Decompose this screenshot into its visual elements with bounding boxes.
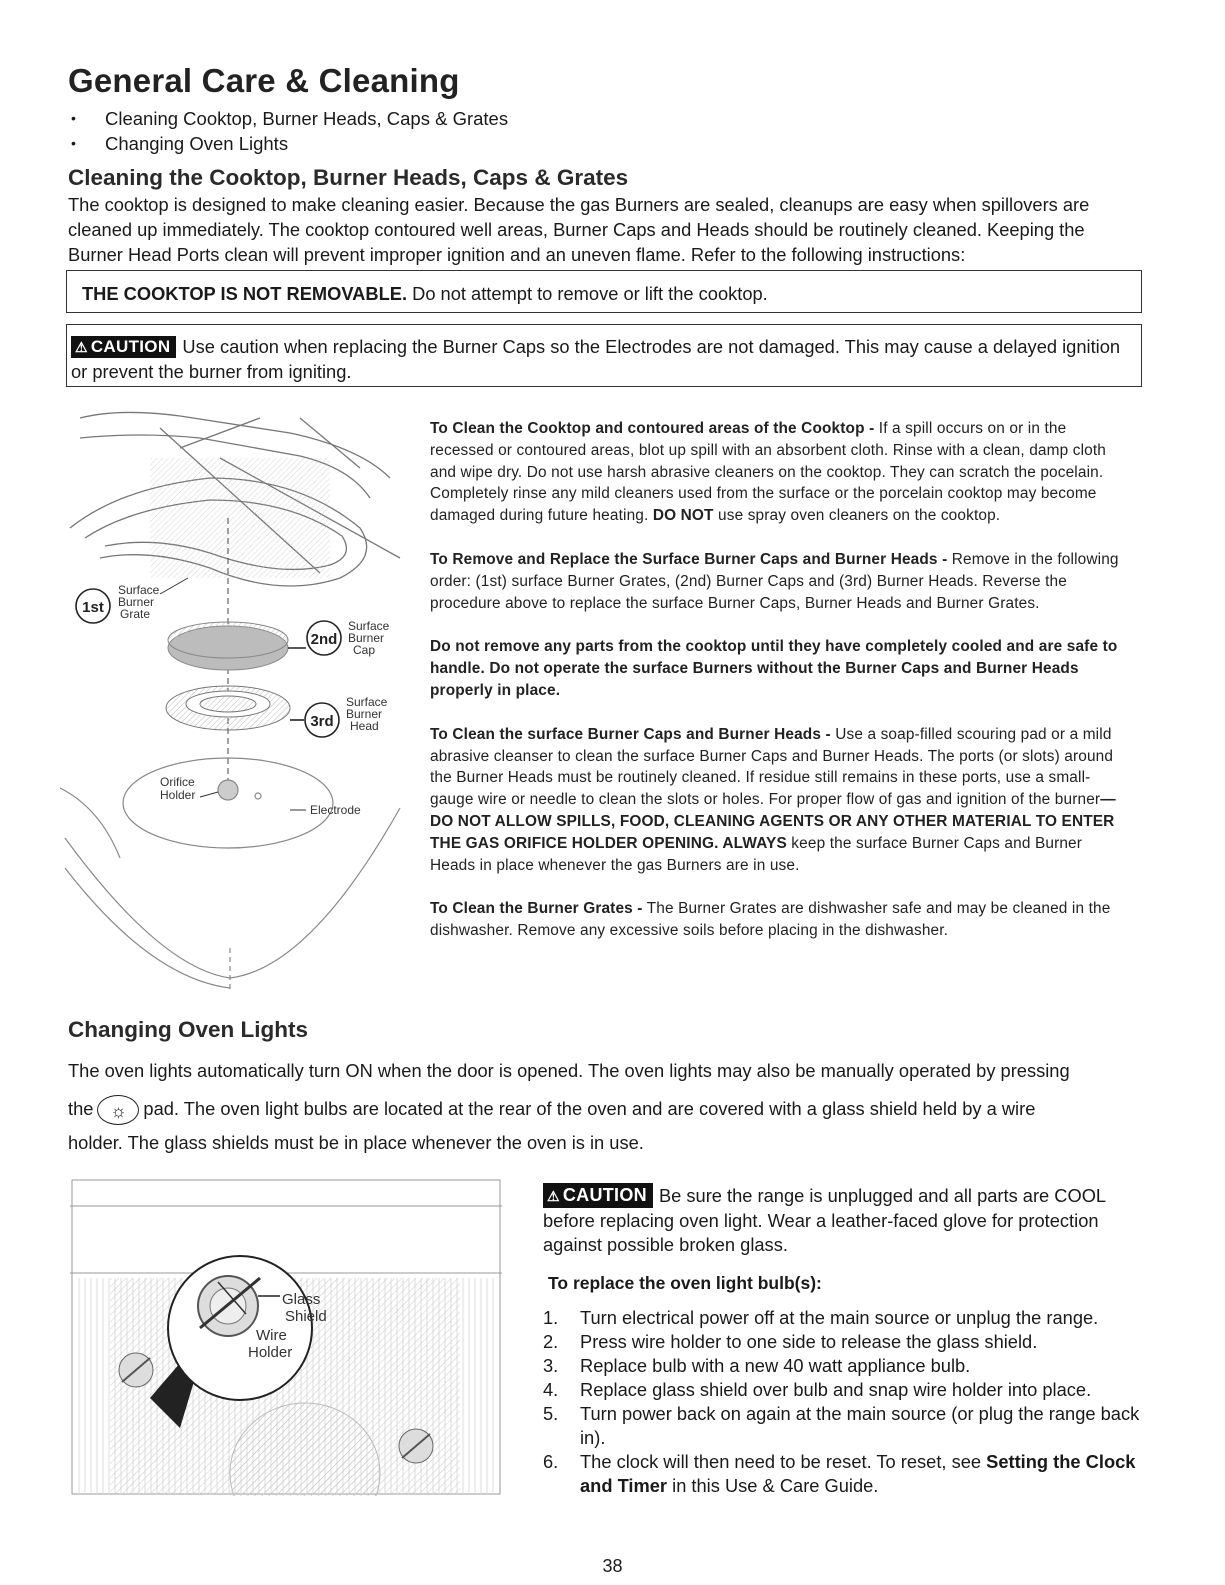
cross-reference-link[interactable]: Setting the Clock and Timer: [580, 1451, 1136, 1496]
svg-text:Burner: Burner: [348, 631, 385, 645]
oven-light-diagram: [70, 1178, 502, 1496]
remove-replace-paragraph: To Remove and Replace the Surface Burner Caps and Burner Heads - Remove in the following order: (1st) surface Burner Grates, (2nd) Burner Caps and (3rd) Burner Heads. Reverse the procedure above to replace the surface Burner Caps, Burner Heads and Burner Grates.: [430, 550, 1119, 612]
caution-badge: ⚠ CAUTION: [543, 1183, 653, 1208]
caution-badge: ⚠ CAUTION: [71, 336, 176, 358]
oven-lights-line-3: holder. The glass shields must be in place whenever the oven is in use.: [68, 1132, 644, 1153]
svg-text:Orifice: Orifice: [160, 775, 195, 789]
svg-text:Cap: Cap: [353, 643, 376, 657]
svg-text:3rd: 3rd: [310, 713, 334, 730]
svg-text:Head: Head: [350, 719, 379, 733]
oven-caution: [543, 1183, 1138, 1258]
table-of-contents: [68, 106, 508, 156]
toc-item[interactable]: • Changing Oven Lights: [68, 131, 508, 156]
step-item: 2. Press wire holder to one side to release the glass shield.: [543, 1331, 1038, 1352]
section-heading-cooktop: Cleaning the Cooktop, Burner Heads, Caps & Grates: [68, 165, 629, 190]
step-item: 1. Turn electrical power off at the main source or unplug the range.: [543, 1307, 1099, 1328]
step-item: 4. Replace glass shield over bulb and snap wire holder into place.: [543, 1379, 1092, 1400]
caution-text: Use caution when replacing the Burner Caps so the Electrodes are not damaged. This may cause a delayed ignition or prevent the burner from igniting.: [71, 336, 1121, 382]
svg-text:Surface: Surface: [348, 619, 390, 633]
notice-bold: THE COOKTOP IS NOT REMOVABLE.: [82, 283, 408, 304]
section-heading-oven-lights: Changing Oven Lights: [68, 1017, 308, 1042]
burner-diagram: [60, 408, 420, 1008]
clean-caps-paragraph: To Clean the surface Burner Caps and Burner Heads - Use a soap-filled scouring pad or a mild abrasive cleanser to clean the surface Burner Caps and Burner Heads. The ports (or slots) around the Burner Heads must be routinely cleaned. If residue still remains in these ports, use a small-gauge wire or needle to clean the slots or holes. For proper flow of gas and ignition of the burner—DO NOT ALLOW SPILLS, FOOD, CLEANING AGENTS OR ANY OTHER MATERIAL TO ENTER THE GAS ORIFICE HOLDER OPENING. ALWAYS keep the surface Burner Caps and Burner Heads in place whenever the gas Burners are in use.: [430, 725, 1116, 874]
page-title: General Care & Cleaning: [68, 62, 460, 99]
clean-cooktop-paragraph: To Clean the Cooktop and contoured areas of the Cooktop - If a spill occurs on or in the recessed or contoured areas, blot up spill with an absorbent cloth. Rinse with a clean, damp cloth and wipe dry. Do not use harsh abrasive cleaners on the cooktop. They can scratch the pocelain. Completely rinse any mild cleaners used from the surface or the porcelain cooktop may become damaged during future heating. DO NOT use spray oven cleaners on the cooktop.: [430, 420, 1107, 525]
warning-triangle-icon: ⚠: [75, 339, 88, 355]
svg-text:Holder: Holder: [248, 1344, 293, 1361]
svg-text:Electrode: Electrode: [310, 803, 361, 817]
steps-title: To replace the oven light bulb(s):: [548, 1273, 822, 1293]
svg-text:Burner: Burner: [346, 707, 383, 721]
step-item: 5. Turn power back on again at the main source (or plug the range back in).: [543, 1403, 1140, 1448]
notice-box: [66, 270, 1142, 313]
oven-lights-line-2: the ☼ pad. The oven light bulbs are located at the rear of the oven and are covered with a glass shield held by a wire: [68, 1094, 1143, 1125]
svg-text:Shield: Shield: [285, 1308, 327, 1325]
clean-grates-paragraph: To Clean the Burner Grates - The Burner Grates are dishwasher safe and may be cleaned in the dishwasher. Remove any excessive soils before placing in the dishwasher.: [430, 900, 1111, 940]
oven-light-icon: ☼: [97, 1095, 139, 1125]
svg-text:Holder: Holder: [160, 788, 196, 802]
grate-drawing: [70, 412, 400, 586]
cooktop-instructions: [430, 418, 1125, 942]
step-item: 6. The clock will then need to be reset. To reset, see Setting the Clock and Timer in this Use & Care Guide.: [543, 1451, 1136, 1496]
burner-base-drawing: [60, 758, 400, 993]
notice-text: Do not attempt to remove or lift the cooktop.: [407, 283, 768, 304]
svg-text:Surface: Surface: [346, 695, 388, 709]
warning-paragraph: Do not remove any parts from the cooktop until they have completely cooled and are safe to handle. Do not operate the surface Burners without the Burner Caps and Burner Heads properly in place.: [430, 638, 1118, 699]
toc-item[interactable]: • Cleaning Cooktop, Burner Heads, Caps & Grates: [68, 106, 508, 131]
caution-box-cooktop: [66, 324, 1142, 387]
svg-text:2nd: 2nd: [310, 631, 338, 648]
svg-text:Surface: Surface: [118, 583, 160, 597]
step-item: 3. Replace bulb with a new 40 watt appliance bulb.: [543, 1355, 971, 1376]
svg-text:Wire: Wire: [256, 1327, 287, 1344]
svg-text:Burner: Burner: [118, 595, 155, 609]
replace-bulb-steps: [543, 1306, 1143, 1498]
cooktop-intro: The cooktop is designed to make cleaning easier. Because the gas Burners are sealed, cleanups are easy when spillovers are cleaned up immediately. The cooktop contoured well areas, Burner Caps and Heads should be routinely cleaned. Keeping the Burner Head Ports clean will prevent improper ignition and an uneven flame. Refer to the following instructions:: [68, 194, 1090, 265]
warning-triangle-icon: ⚠: [547, 1188, 560, 1204]
burner-head-drawing: [166, 686, 290, 730]
page-number: 38: [602, 1556, 623, 1576]
svg-text:Grate: Grate: [120, 607, 151, 621]
oven-caution-text: Be sure the range is unplugged and all parts are COOL before replacing oven light. Wear a leather-faced glove for protection against possible broken glass.: [543, 1185, 1106, 1255]
svg-text:1st: 1st: [82, 599, 104, 616]
svg-text:Glass: Glass: [282, 1291, 321, 1308]
oven-lights-line-1: The oven lights automatically turn ON when the door is opened. The oven lights may also be manually operated by pressing: [68, 1060, 1070, 1081]
